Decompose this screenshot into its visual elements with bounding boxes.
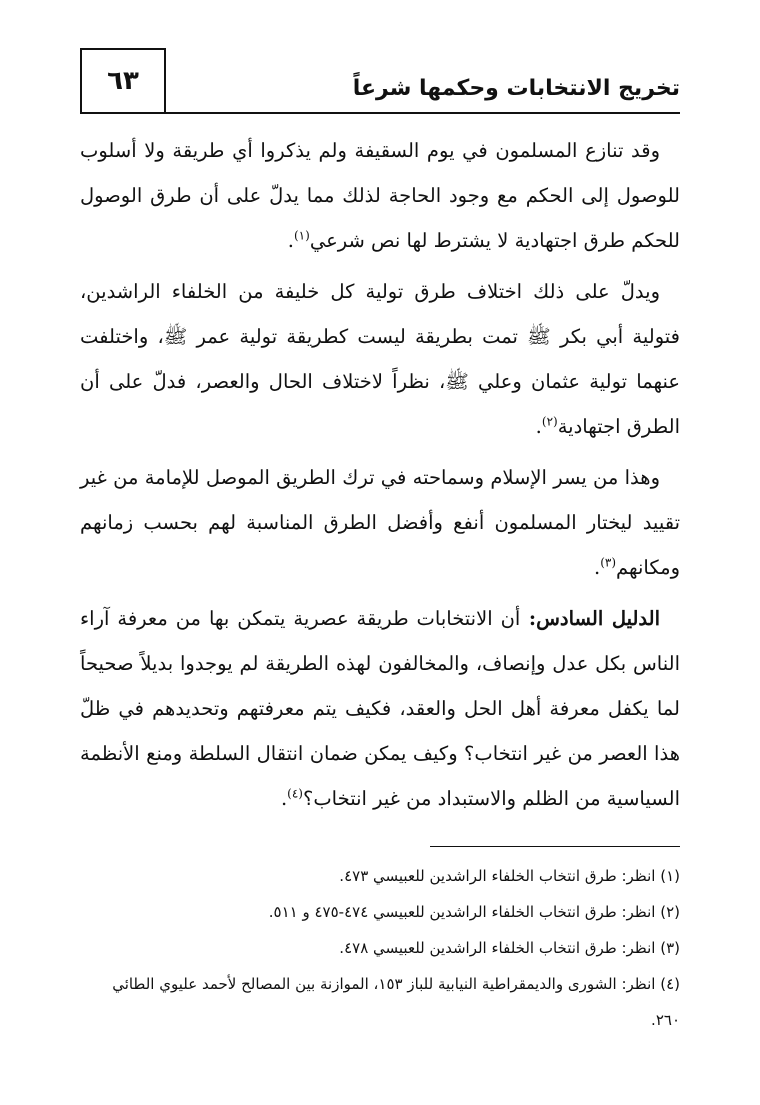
footnote-divider: [430, 846, 680, 847]
paragraph: [80, 596, 680, 821]
footnote: (٤) انظر: الشورى والديمقراطية النيابية للباز ١٥٣، الموازنة بين المصالح لأحمد عليوي الطائي ٢٦٠.: [112, 975, 680, 1029]
body-text: [80, 128, 680, 827]
footnote: (٣) انظر: طرق انتخاب الخلفاء الراشدين للعبيسي ٤٧٨.: [339, 939, 680, 957]
paragraph: [80, 269, 680, 449]
footnote: (٢) انظر: طرق انتخاب الخلفاء الراشدين للعبيسي ٤٧٤-٤٧٥ و ٥١١.: [268, 903, 680, 921]
page-number: ٦٣: [80, 48, 166, 112]
paragraph: [80, 128, 680, 263]
paragraph-end: .: [287, 229, 294, 252]
footnote: (١) انظر: طرق انتخاب الخلفاء الراشدين للعبيسي ٤٧٣.: [339, 867, 680, 885]
running-title: تخريج الانتخابات وحكمها شرعاً: [352, 76, 680, 101]
footnote-ref: (٤): [287, 786, 303, 801]
paragraph-text: وقد تنازع المسلمون في يوم السقيفة ولم يذكروا أي طريقة ولا أسلوب للوصول إلى الحكم مع وجود الحاجة لذلك مما يدلّ على أن طرق الوصول للحكم طرق اجتهادية لا يشترط لها نص شرعي: [80, 139, 680, 252]
footnote-ref: (٢): [541, 414, 558, 429]
paragraph-end: .: [594, 556, 601, 579]
paragraph-end: .: [280, 787, 288, 810]
paragraph-text: ويدلّ على ذلك اختلاف طرق تولية كل خليفة من الخلفاء الراشدين، فتولية أبي بكر ﷺ تمت بطريقة ليست كطريقة تولية عمر ﷺ، واختلفت عنهما تولية عثمان وعلي ﷺ، نظراً لاختلاف الحال والعصر، فدلّ على أن الطرق اجتهادية: [80, 280, 680, 438]
paragraph-text: أن الانتخابات طريقة عصرية يتمكن بها من معرفة آراء الناس بكل عدل وإنصاف، والمخالفون لهذه الطريقة لم يوجدوا بديلاً صحيحاً لما يكفل معرفة أهل الحل والعقد، فكيف يتم معرفتهم وتحديدهم في ظلّ هذا العصر من غير انتخاب؟ وكيف يمكن ضمان انتقال السلطة ومنع الأنظمة السياسية من الظلم والاستبداد من غير انتخاب؟: [80, 607, 680, 810]
evidence-heading: الدليل السادس:: [520, 607, 661, 630]
footnote-ref: (١): [293, 228, 310, 243]
footnotes: [80, 858, 680, 1038]
footnote-ref: (٣): [600, 555, 617, 570]
header-divider: [80, 112, 680, 114]
paragraph: [80, 455, 680, 590]
paragraph-text: وهذا من يسر الإسلام وسماحته في ترك الطريق الموصل للإمامة من غير تقييد ليختار المسلمون أنفع وأفضل الطرق المناسبة لهم بحسب زمانهم ومكانهم: [80, 466, 680, 579]
paragraph-end: .: [535, 415, 542, 438]
